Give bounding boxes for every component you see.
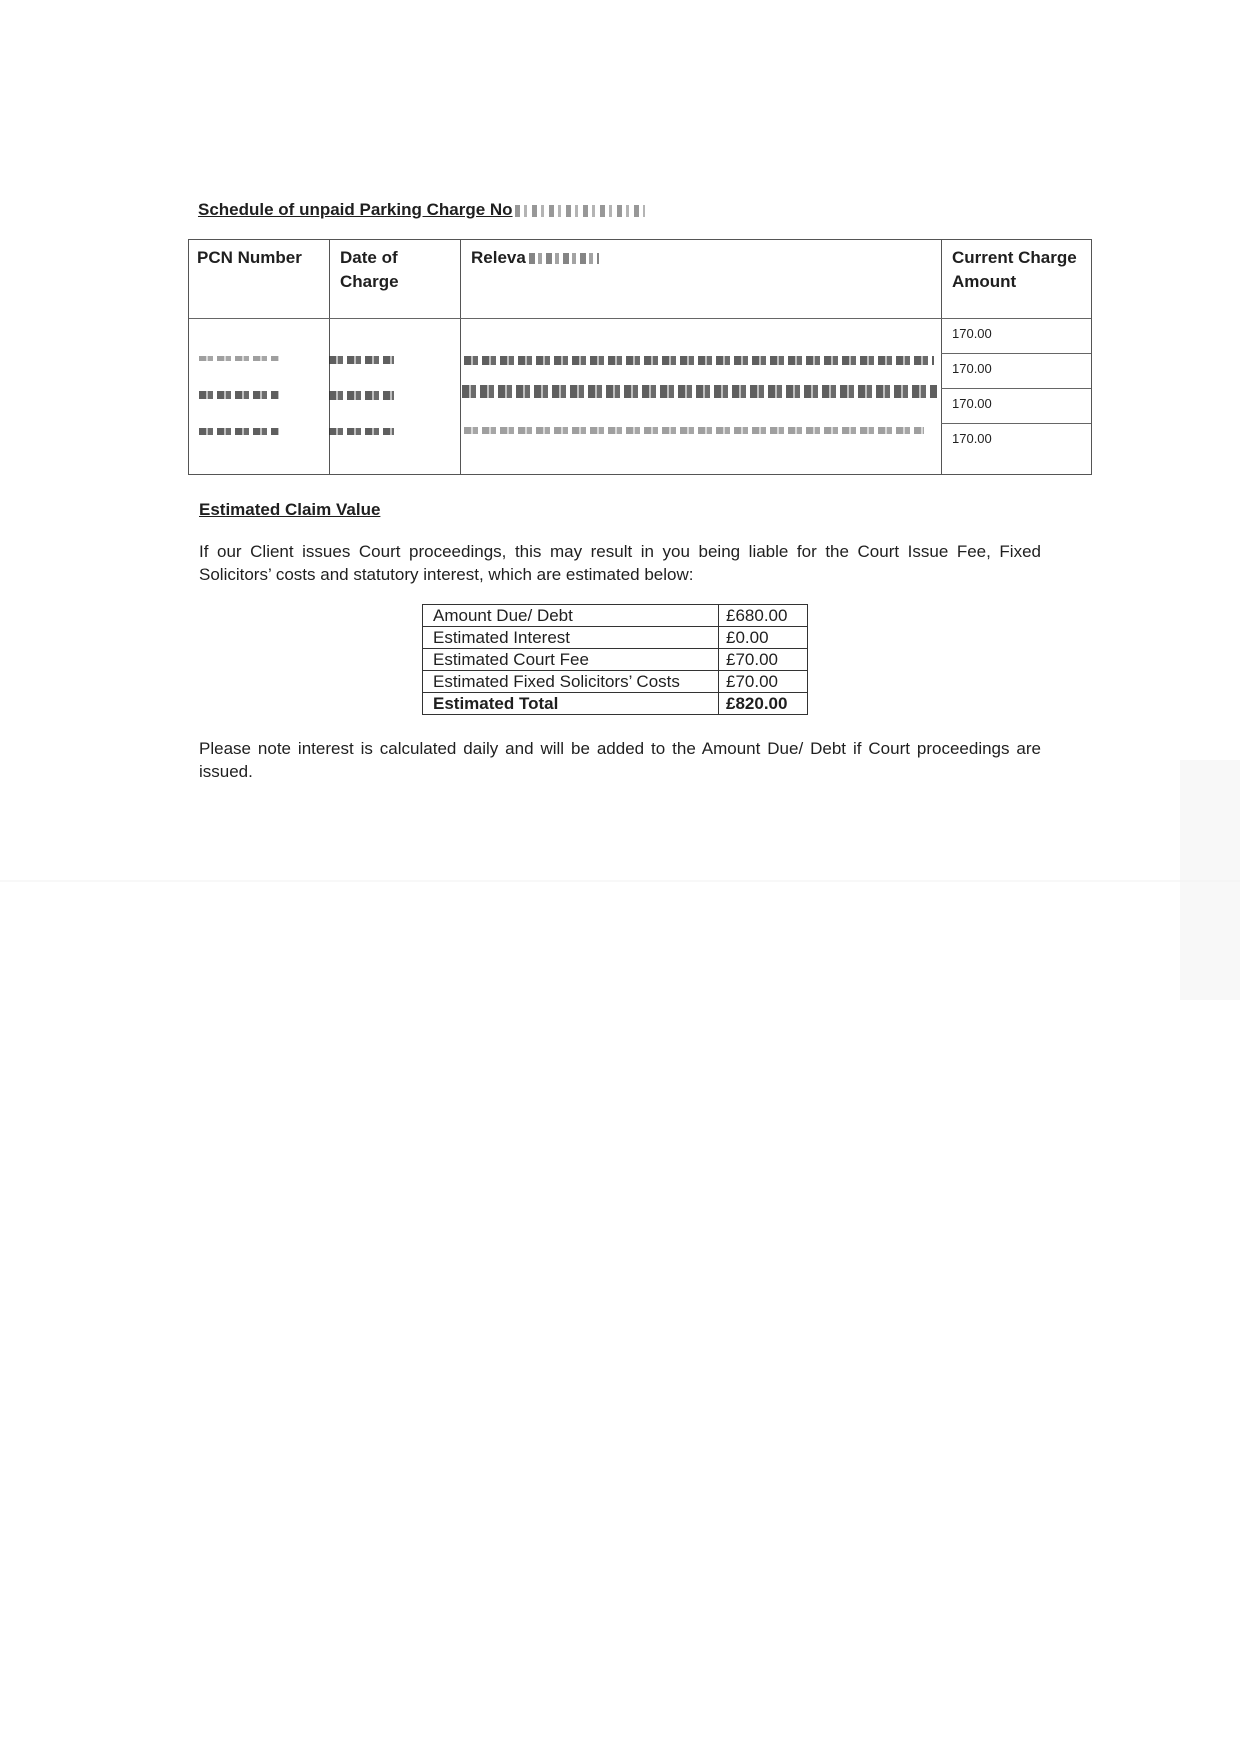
- estimated-claim-table: [422, 604, 808, 715]
- item-value: £70.00: [719, 649, 808, 671]
- redacted-pcn: [199, 391, 279, 399]
- row-amount: 170.00: [952, 396, 992, 411]
- pcn-schedule-table: [188, 239, 1092, 475]
- redacted-pcn: [199, 356, 279, 361]
- redacted-location: [464, 427, 924, 434]
- header-date-of-charge: Date of Charge: [340, 248, 399, 291]
- row-divider: [941, 423, 1091, 424]
- obscured-text: [529, 253, 599, 264]
- item-value: £680.00: [719, 605, 808, 627]
- redacted-location: [464, 356, 934, 365]
- table-row: [423, 605, 808, 627]
- header-current-charge-amount: Current Charge Amount: [952, 248, 1077, 291]
- total-label: Estimated Total: [423, 693, 719, 715]
- item-label: Estimated Court Fee: [423, 649, 719, 671]
- scan-artifact: [1180, 760, 1240, 1000]
- table-row: [423, 649, 808, 671]
- row-divider: [941, 388, 1091, 389]
- total-row: [423, 693, 808, 715]
- redacted-date: [329, 356, 394, 364]
- row-divider: [941, 353, 1091, 354]
- item-value: £70.00: [719, 671, 808, 693]
- header-relevant: [471, 246, 599, 270]
- row-amount: 170.00: [952, 361, 992, 376]
- item-value: £0.00: [719, 627, 808, 649]
- redacted-pcn: [199, 428, 279, 435]
- item-label: Estimated Fixed Solicitors’ Costs: [423, 671, 719, 693]
- schedule-title: [198, 200, 645, 220]
- total-value: £820.00: [719, 693, 808, 715]
- item-label: Amount Due/ Debt: [423, 605, 719, 627]
- interest-note-paragraph: Please note interest is calculated daily and will be added to the Amount Due/ Debt if Court proceedings are issued.: [199, 739, 1041, 781]
- obscured-text: [515, 205, 645, 217]
- row-divider: [189, 318, 1091, 319]
- estimated-claim-heading: Estimated Claim Value: [199, 500, 381, 519]
- header-relevant-text: Releva: [471, 248, 526, 267]
- table-row: [423, 627, 808, 649]
- table-row: [423, 671, 808, 693]
- header-pcn-number: PCN Number: [197, 248, 302, 267]
- column-divider: [460, 240, 461, 474]
- scan-artifact: [0, 880, 1240, 882]
- claim-intro-paragraph: If our Client issues Court proceedings, this may result in you being liable for the Court Issue Fee, Fixed Solicitors’ costs and statutory interest, which are estimated below:: [199, 542, 1041, 584]
- item-label: Estimated Interest: [423, 627, 719, 649]
- schedule-title-text: Schedule of unpaid Parking Charge No: [198, 200, 513, 219]
- column-divider: [941, 240, 942, 474]
- row-amount: 170.00: [952, 326, 992, 341]
- redacted-location: [462, 385, 937, 398]
- redacted-date: [329, 428, 394, 435]
- row-amount: 170.00: [952, 431, 992, 446]
- redacted-date: [329, 391, 394, 400]
